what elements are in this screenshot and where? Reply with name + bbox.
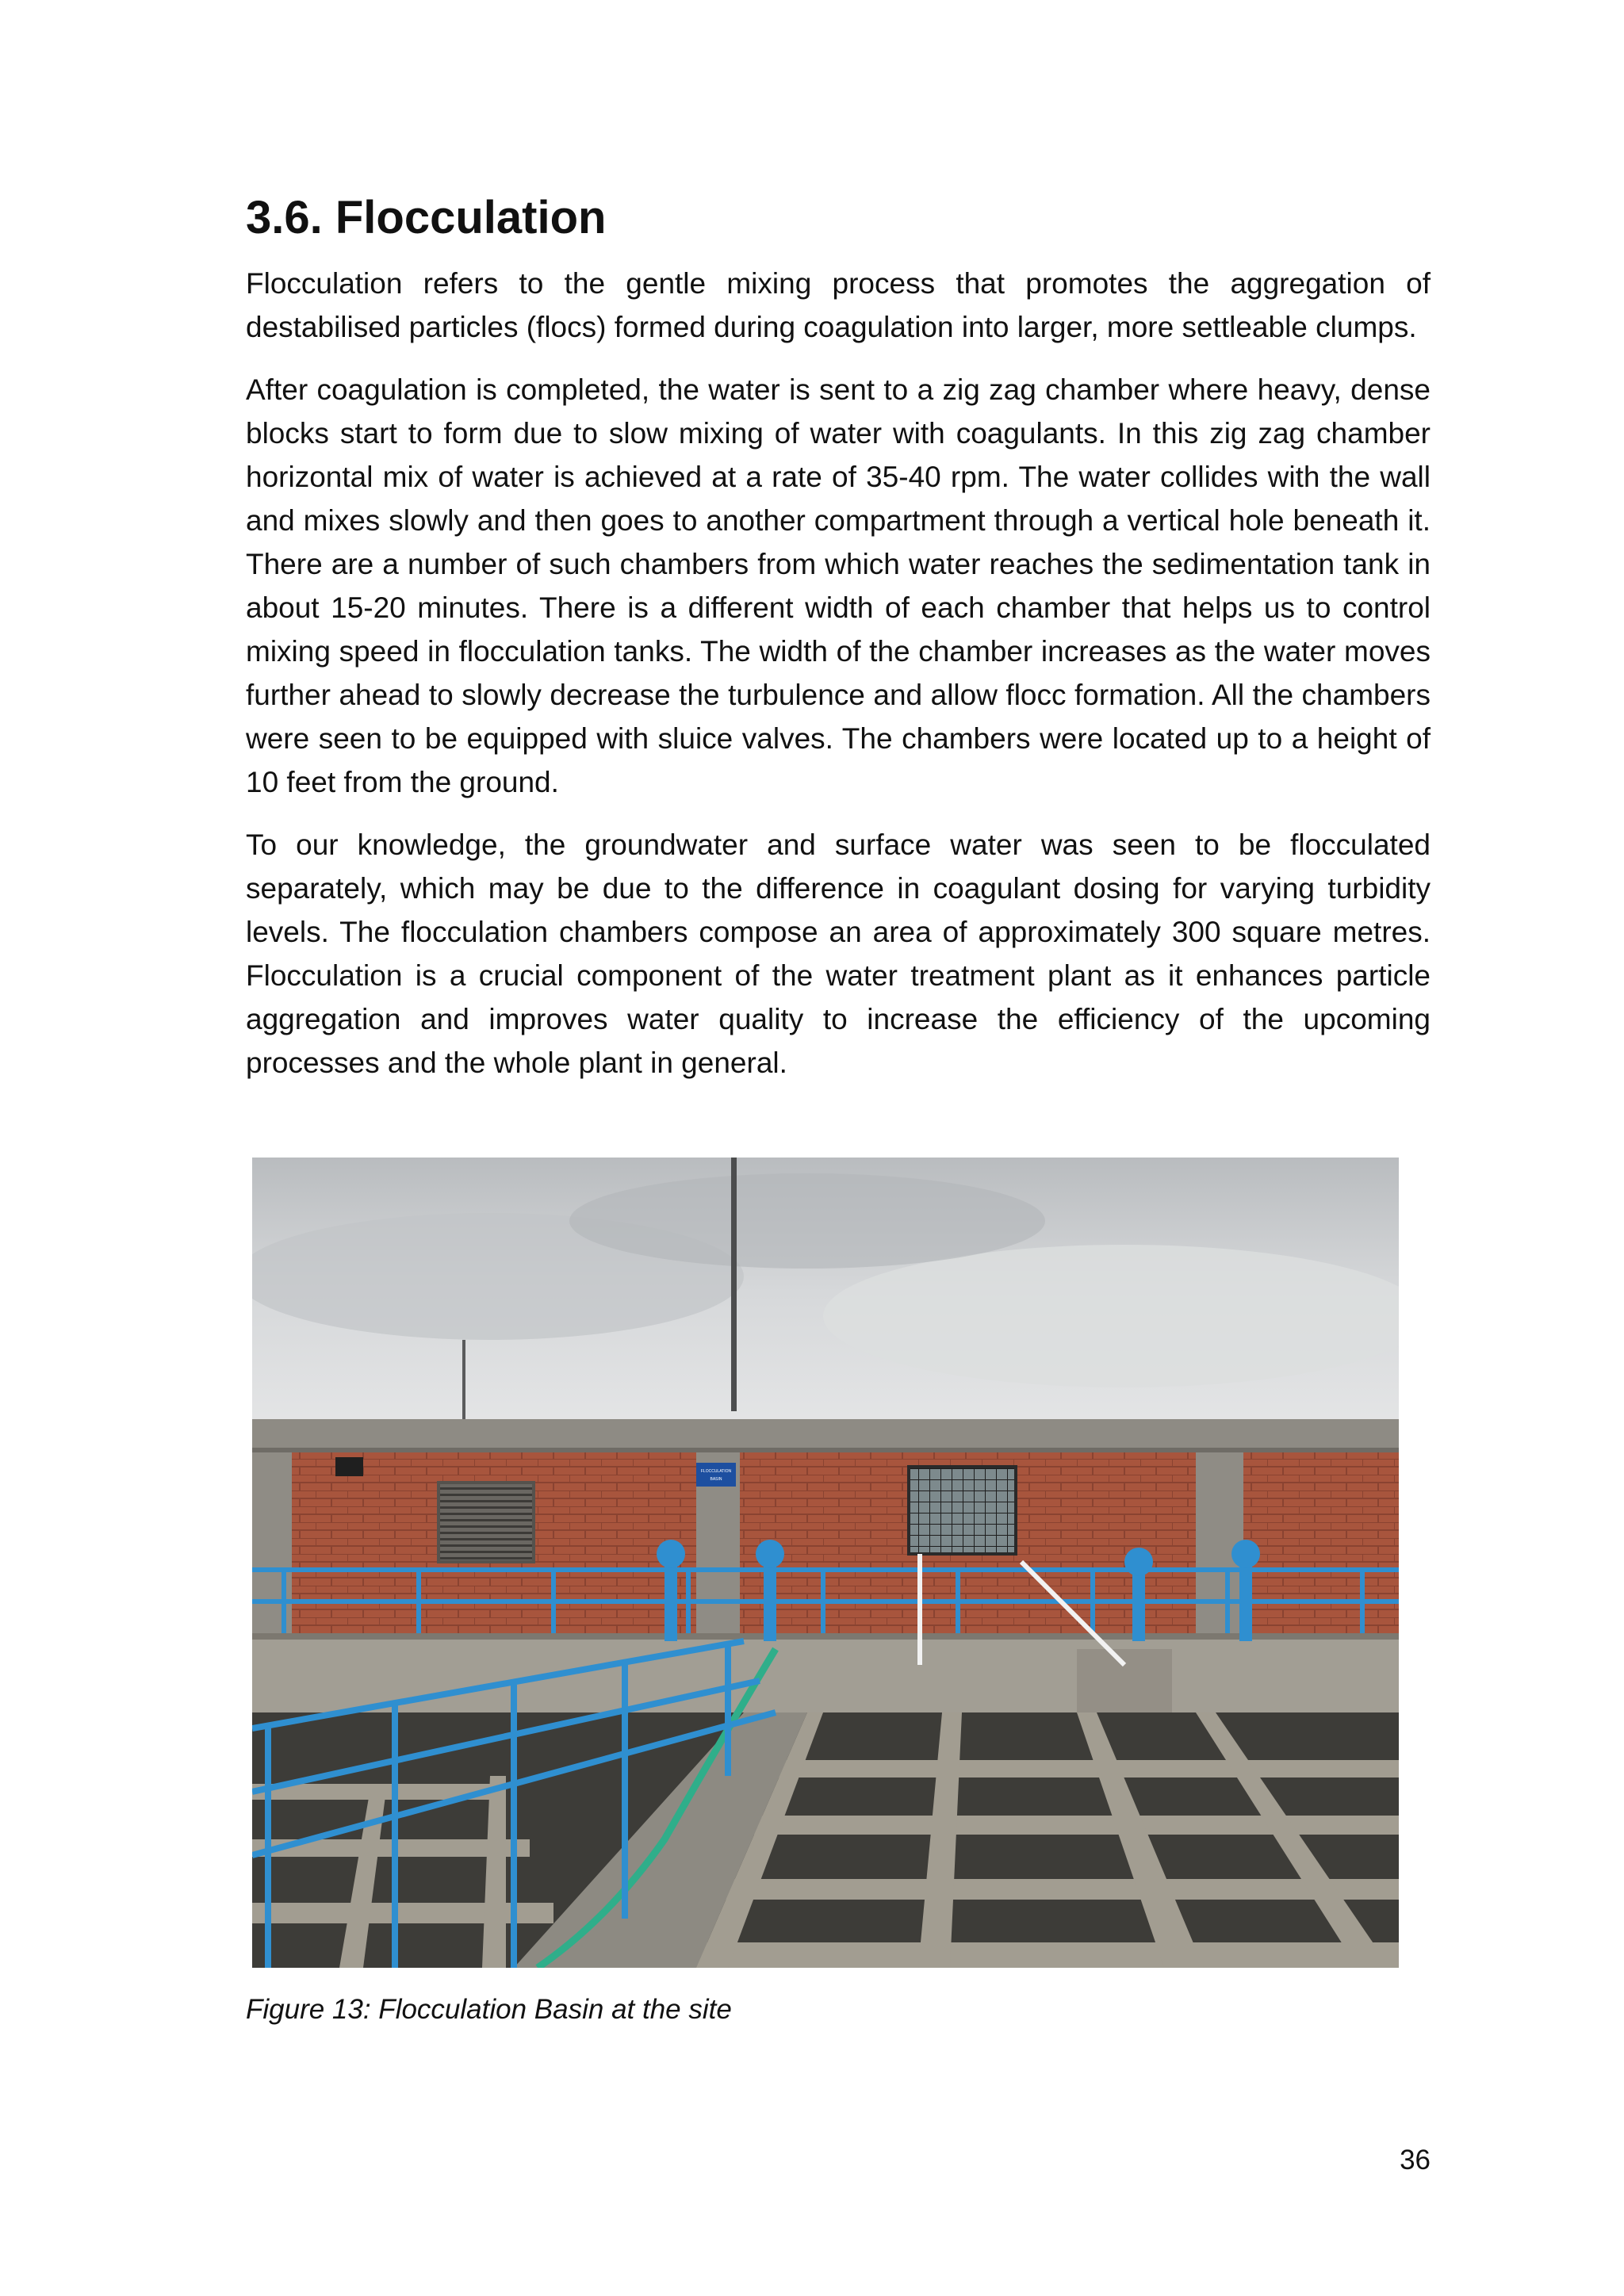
- svg-text:FLOCCULATION: FLOCCULATION: [700, 1469, 732, 1474]
- light-pole: [731, 1158, 737, 1411]
- basin-back-wall: [252, 1633, 1399, 1720]
- figure-caption: Figure 13: Flocculation Basin at the site: [246, 1994, 732, 2025]
- section-heading: 3.6. Flocculation: [246, 192, 607, 243]
- paragraph-process: After coagulation is completed, the water is sent to a zig zag chamber where heavy, dense blocks start to form due to slow mixing of water with coagulants. In this zig zag chamber horizontal mix of water is achieved at a rate of 35-40 rpm. The water collides with the wall and mixes slowly and then goes to another compartment through a vertical hole beneath it. There are a number of such chambers from which water reaches the sedimentation tank in about 15-20 minutes. There is a different width of each chamber that helps us to control mixing speed in flocculation tanks. The width of the chamber increases as the water moves further ahead to slowly decrease the turbulence and allow flocc formation. All the chambers were seen to be equipped with sluice valves. The chambers were located up to a height of 10 feet from the ground.: [246, 373, 1431, 798]
- paragraph-definition: Flocculation refers to the gentle mixing process that promotes the aggregation of destabilised particles (flocs) formed during coagulation into larger, more settleable clumps.: [246, 266, 1431, 343]
- page-content: [246, 190, 1431, 1104]
- svg-text:BASIN: BASIN: [710, 1477, 722, 1482]
- building-roof: [252, 1419, 1399, 1451]
- paragraph-observations: To our knowledge, the groundwater and surface water was seen to be flocculated separately, which may be due to the difference in coagulant dosing for varying turbidity levels. The flocculation chambers compose an area of approximately 300 square metres. Flocculation is a crucial component of the water treatment plant as it enhances particle aggregation and improves water quality to increase the efficiency of the upcoming processes and the whole plant in general.: [246, 828, 1431, 1079]
- grille-window: [909, 1467, 1016, 1554]
- page-number: 36: [1400, 2145, 1431, 2175]
- basin-sign: [696, 1463, 736, 1487]
- flocculation-basin-photo: [252, 1158, 1399, 1968]
- louver-window: [439, 1483, 534, 1562]
